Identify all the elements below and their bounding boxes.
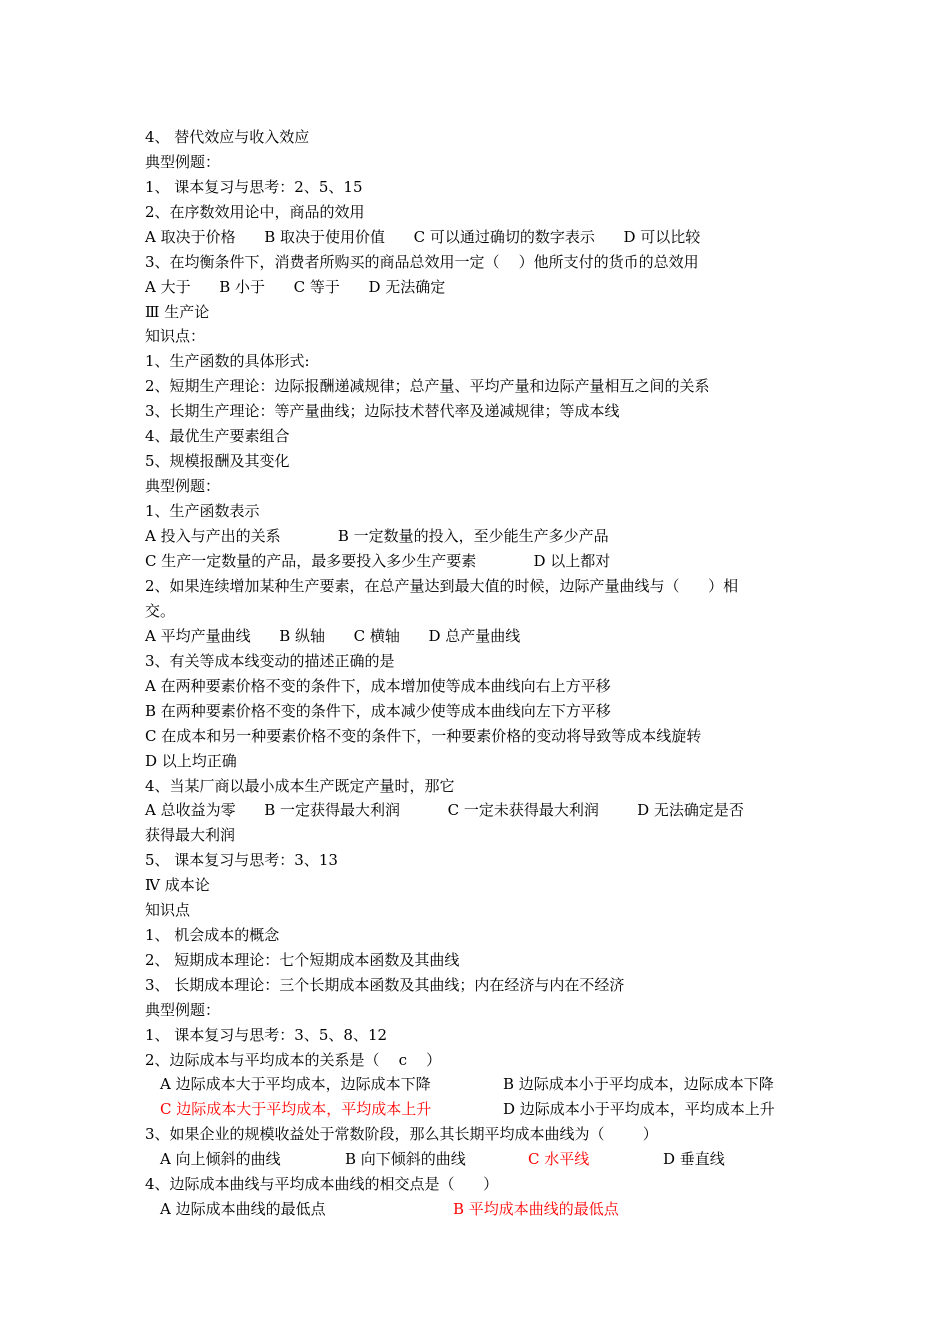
text-line: A 取决于价格 B 取决于使用价值 C 可以通过确切的数字表示 D 可以比较: [145, 228, 701, 246]
option-d: D 垂直线: [663, 1150, 725, 1168]
text-line: 2、如果连续增加某种生产要素，在总产量达到最大值的时候，边际产量曲线与（ ）相: [145, 577, 739, 595]
text-line: 交。: [145, 602, 176, 620]
text-line: 3、在均衡条件下，消费者所购买的商品总效用一定（ ）他所支付的货币的总效用: [145, 253, 699, 271]
text-line: 1、生产函数的具体形式:: [145, 352, 310, 370]
text-line: A 在两种要素价格不变的条件下，成本增加使等成本曲线向右上方平移: [145, 677, 611, 695]
text-line: 3、 长期成本理论：三个长期成本函数及其曲线；内在经济与内在不经济: [145, 976, 625, 994]
text-line: 4、当某厂商以最小成本生产既定产量时，那它: [145, 777, 455, 795]
text-line: C 生产一定数量的产品，最多要投入多少生产要素 D 以上都对: [145, 552, 611, 570]
text-line: 4、最优生产要素组合: [145, 427, 290, 445]
question-stem: 2、边际成本与平均成本的关系是（ c ）: [145, 1051, 442, 1069]
text-line: A 总收益为零 B 一定获得最大利润 C 一定未获得最大利润 D 无法确定是否: [145, 801, 744, 819]
section-heading: Ⅲ 生产论: [145, 303, 210, 321]
text-line: 获得最大利润: [145, 826, 236, 844]
text-line: 3、长期生产理论：等产量曲线；边际技术替代率及递减规律；等成本线: [145, 402, 620, 420]
text-line: 2、在序数效用论中，商品的效用: [145, 203, 365, 221]
text-line: 5、 课本复习与思考：3、13: [145, 851, 338, 869]
text-line: 5、规模报酬及其变化: [145, 452, 290, 470]
text-line: 2、 短期成本理论：七个短期成本函数及其曲线: [145, 951, 460, 969]
option-b: B 向下倾斜的曲线: [345, 1150, 466, 1168]
text-line: A 投入与产出的关系 B 一定数量的投入，至少能生产多少产品: [145, 527, 609, 545]
option-d: D 边际成本小于平均成本，平均成本上升: [503, 1100, 775, 1118]
text-line: C 在成本和另一种要素价格不变的条件下，一种要素价格的变动将导致等成本线旋转: [145, 727, 702, 745]
text-line: 知识点：: [145, 327, 206, 345]
question-stem: 4、边际成本曲线与平均成本曲线的相交点是（ ）: [145, 1175, 499, 1193]
option-c-answer: C 边际成本大于平均成本，平均成本上升: [160, 1100, 432, 1118]
text-line: 1、生产函数表示: [145, 502, 260, 520]
text-line: A 大于 B 小于 C 等于 D 无法确定: [145, 278, 446, 296]
text-line: 典型例题：: [145, 153, 221, 171]
text-line: 知识点: [145, 901, 191, 919]
option-a: A 边际成本曲线的最低点: [160, 1200, 326, 1218]
text-line: 1、 机会成本的概念: [145, 926, 280, 944]
text-line: 典型例题：: [145, 477, 221, 495]
text-line: 1、 课本复习与思考：2、5、15: [145, 178, 363, 196]
text-line: 3、有关等成本线变动的描述正确的是: [145, 652, 395, 670]
text-line: 典型例题：: [145, 1001, 221, 1019]
option-c-answer: C 水平线: [528, 1150, 590, 1168]
option-a: A 向上倾斜的曲线: [160, 1150, 281, 1168]
text-line: B 在两种要素价格不变的条件下，成本减少使等成本曲线向左下方平移: [145, 702, 611, 720]
text-line: 4、 替代效应与收入效应: [145, 128, 310, 146]
text-line: A 平均产量曲线 B 纵轴 C 横轴 D 总产量曲线: [145, 627, 521, 645]
option-a: A 边际成本大于平均成本，边际成本下降: [160, 1075, 431, 1093]
text-line: D 以上均正确: [145, 752, 237, 770]
text-line: 2、短期生产理论：边际报酬递减规律；总产量、平均产量和边际产量相互之间的关系: [145, 377, 710, 395]
section-heading: Ⅳ 成本论: [145, 876, 210, 894]
option-b-answer: B 平均成本曲线的最低点: [453, 1200, 619, 1218]
text-line: 1、 课本复习与思考：3、5、8、12: [145, 1026, 388, 1044]
question-stem: 3、如果企业的规模收益处于常数阶段，那么其长期平均成本曲线为（ ）: [145, 1125, 658, 1143]
option-b: B 边际成本小于平均成本，边际成本下降: [503, 1075, 774, 1093]
